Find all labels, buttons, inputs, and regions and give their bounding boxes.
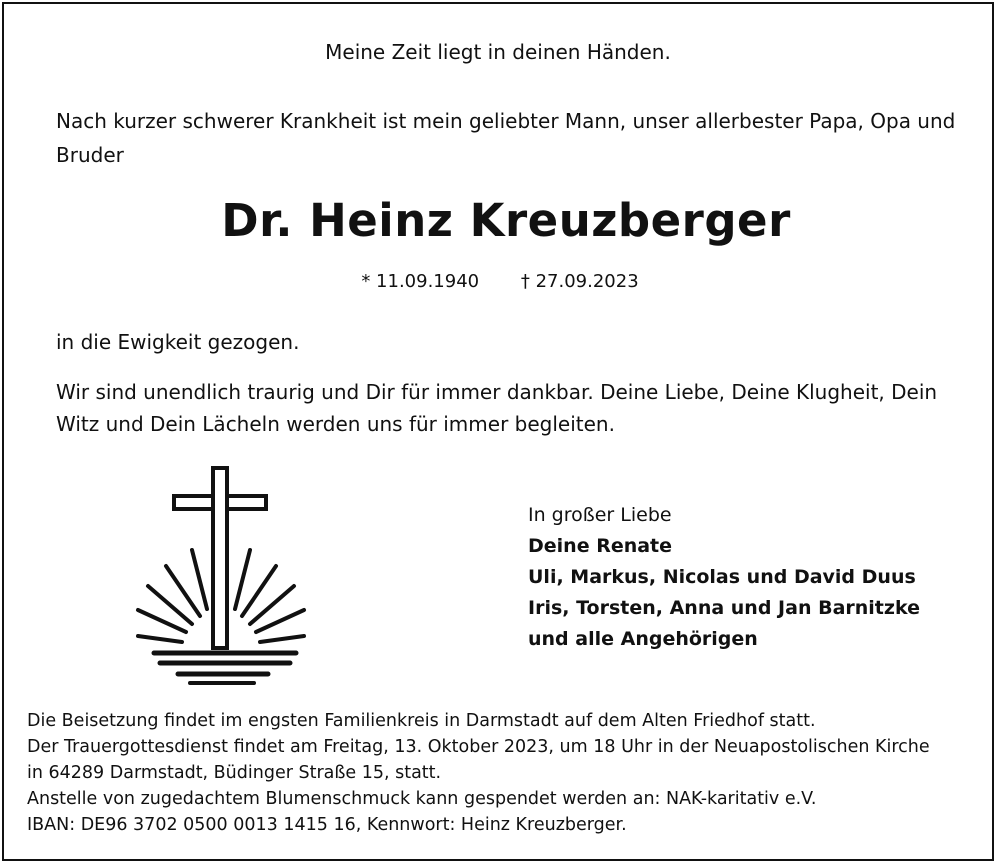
family-line: Deine Renate [528,535,673,557]
deceased-name: Dr. Heinz Kreuzberger [221,194,791,247]
footer-line: IBAN: DE96 3702 0500 0013 1415 16, Kennwort: Heinz Kreuzberger. [27,815,627,835]
footer-line: Die Beisetzung findet im engsten Familienkreis in Darmstadt auf dem Alten Friedhof statt. [27,711,816,731]
family-line: und alle Angehörigen [528,628,758,650]
footer-line: Anstelle von zugedachtem Blumenschmuck kann gespendet werden an: NAK-karitativ e.V. [27,789,817,809]
family-line: Uli, Markus, Nicolas und David Duus [528,566,916,588]
footer-line: in 64289 Darmstadt, Büdinger Straße 15, statt. [27,763,442,783]
life-dates [0,271,1000,292]
family-signature [528,500,920,655]
motto: Meine Zeit liegt in deinen Händen. [325,40,671,64]
thanks-text: Wir sind unendlich traurig und Dir für immer dankbar. Deine Liebe, Deine Klugheit, Dein Witz und Dein Lächeln werden uns für immer begleiten. [56,380,938,436]
birth-date: * 11.09.1940 [361,271,480,292]
ewigkeit-text: in die Ewigkeit gezogen. [56,330,300,354]
intro-text: Nach kurzer schwerer Krankheit ist mein geliebter Mann, unser allerbester Papa, Opa und Bruder [56,109,956,167]
funeral-information [27,708,930,838]
footer-line: Der Trauergottesdienst findet am Freitag, 13. Oktober 2023, um 18 Uhr in der Neuapostolischen Kirche [27,737,930,757]
death-date: † 27.09.2023 [520,271,639,292]
family-line: Iris, Torsten, Anna und Jan Barnitzke [528,597,920,619]
family-opening: In großer Liebe [528,504,672,526]
cross-with-sun-rays-and-water-icon [130,464,320,686]
